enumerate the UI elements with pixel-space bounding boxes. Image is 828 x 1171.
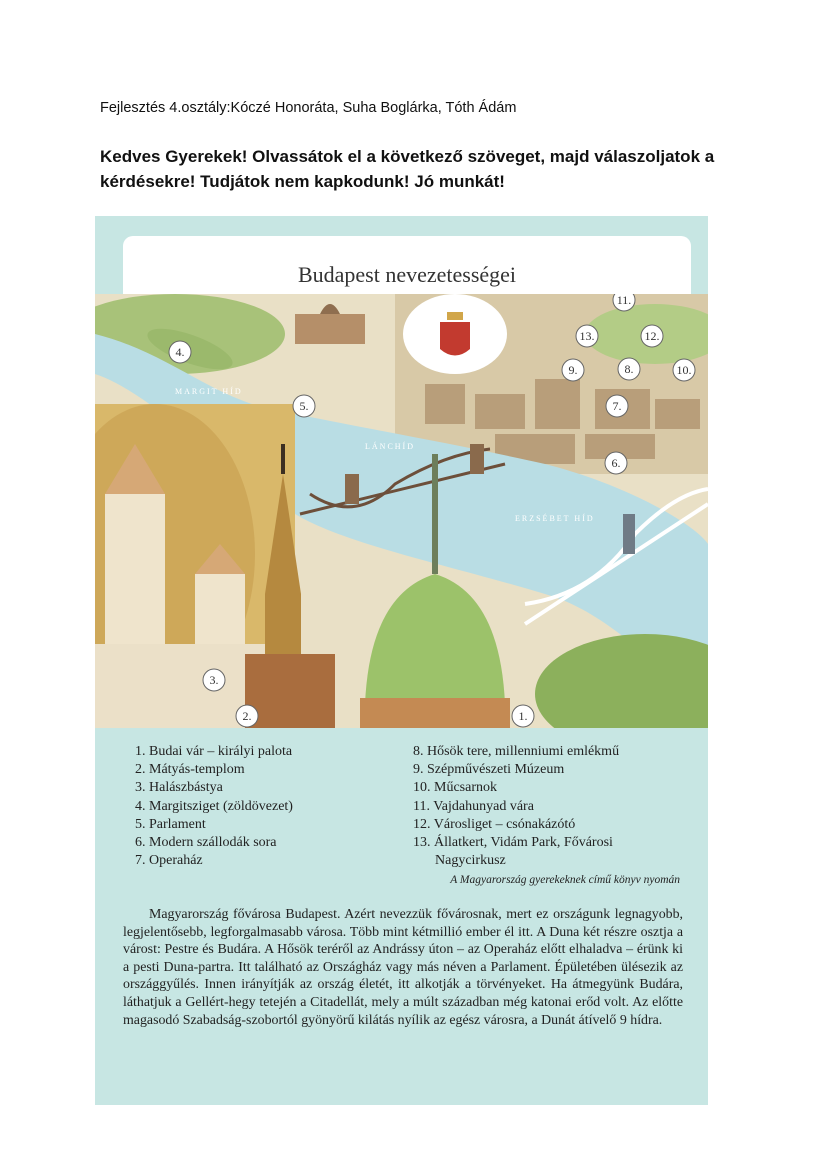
marker-9 <box>562 359 584 381</box>
source-book-title: A Magyarország gyerekeknek <box>450 874 586 886</box>
marker-6 <box>605 452 627 474</box>
svg-text:8.: 8. <box>624 362 634 376</box>
marker-7 <box>606 395 628 417</box>
legend-item: 9. Szépművészeti Múzeum <box>413 762 565 778</box>
marker-8 <box>618 358 640 380</box>
svg-text:3.: 3. <box>209 673 219 687</box>
svg-text:5.: 5. <box>299 399 309 413</box>
svg-text:4.: 4. <box>175 345 185 359</box>
svg-text:6.: 6. <box>611 456 621 470</box>
reading-text <box>123 906 683 1029</box>
svg-text:2.: 2. <box>242 709 252 723</box>
legend-item: 1. Budai vár – királyi palota <box>135 744 293 759</box>
legend-item: 2. Mátyás-templom <box>135 762 245 778</box>
svg-text:11.: 11. <box>616 294 632 307</box>
svg-text:10.: 10. <box>676 363 692 377</box>
source-suffix: című könyv nyomán <box>588 874 680 886</box>
marker-12 <box>641 325 663 347</box>
legend-right-column <box>413 744 619 871</box>
legend-item: 3. Halászbástya <box>135 780 223 796</box>
city-map-illustration <box>95 294 708 728</box>
marker-5 <box>293 395 315 417</box>
elisabeth-bridge-label: ERZSÉBET HÍD <box>515 514 595 523</box>
legend-item: 12. Városliget – csónakázótó <box>413 816 576 832</box>
legend-item: 13. Állatkert, Vidám Park, Fővárosi <box>413 834 613 850</box>
reading-paragraph: Magyarország fővárosa Budapest. Azért nevezzük fővárosnak, mert ez országunk legnagyobb, legjelentősebb, legforgalmasabb városa. Több mint kétmillió ember él itt. A Duna két részre osztja a várost: Pestre és Budára. A Hősök teréről az Andrássy úton – az Operaház előtt elhaladva – érünk ki a pesti Duna-partra. Itt található az Országház vagy más néven a Parlament. Épületében ülésezik az országgyűlés. Innen irányítják az ország életét, itt alkotják a törvényeket. Ha átmegyünk Budára, láthatjuk a Gellért-hegy tetején a Citadellát, mely a múlt században még katonai erőd volt. Az előtte magasodó Szabadság-szobortól gyönyörű kilátás nyílik az egész városra, a Dunát átívelő 9 hídra. <box>123 907 683 1028</box>
svg-text:7.: 7. <box>612 399 622 413</box>
marker-1 <box>512 705 534 727</box>
legend-item: 5. Parlament <box>135 816 206 832</box>
legend-item: 4. Margitsziget (zöldövezet) <box>135 798 293 814</box>
marker-2 <box>236 705 258 727</box>
legend-item: 6. Modern szállodák sora <box>135 834 277 850</box>
legend-item: 11. Vajdahunyad vára <box>413 798 534 814</box>
chain-bridge-label: LÁNCHÍD <box>365 442 415 451</box>
marker-13 <box>576 325 598 347</box>
credits-line: Fejlesztés 4.osztály:Kóczé Honoráta, Suha Boglárka, Tóth Ádám <box>100 100 517 116</box>
panel-title: Budapest nevezetességei <box>297 262 517 287</box>
coat-of-arms-shield <box>440 322 470 356</box>
legend-left-column <box>135 744 293 871</box>
source-citation <box>450 874 680 886</box>
marker-11 <box>613 294 635 311</box>
svg-text:13.: 13. <box>579 329 595 343</box>
marker-4 <box>169 341 191 363</box>
svg-text:9.: 9. <box>568 363 578 377</box>
intro-instruction: Kedves Gyerekek! Olvassátok el a következő szöveget, majd válaszoljatok a kérdésekre! Tudjátok nem kapkodunk! Jó munkát! <box>100 147 715 191</box>
parliament-building <box>295 314 365 344</box>
svg-text:12.: 12. <box>644 329 660 343</box>
margit-bridge-label: MARGIT HÍD <box>175 387 243 396</box>
svg-text:1.: 1. <box>518 709 528 723</box>
budapest-illustration <box>95 294 708 728</box>
legend-item: 10. Műcsarnok <box>413 780 497 796</box>
marker-3 <box>203 669 225 691</box>
legend-item-continuation: Nagycirkusz <box>435 853 506 869</box>
textbook-panel <box>95 216 708 1105</box>
legend-item: 7. Operaház <box>135 853 203 869</box>
legend-item: 8. Hősök tere, millenniumi emlékmű <box>413 744 620 759</box>
marker-10 <box>673 359 695 381</box>
